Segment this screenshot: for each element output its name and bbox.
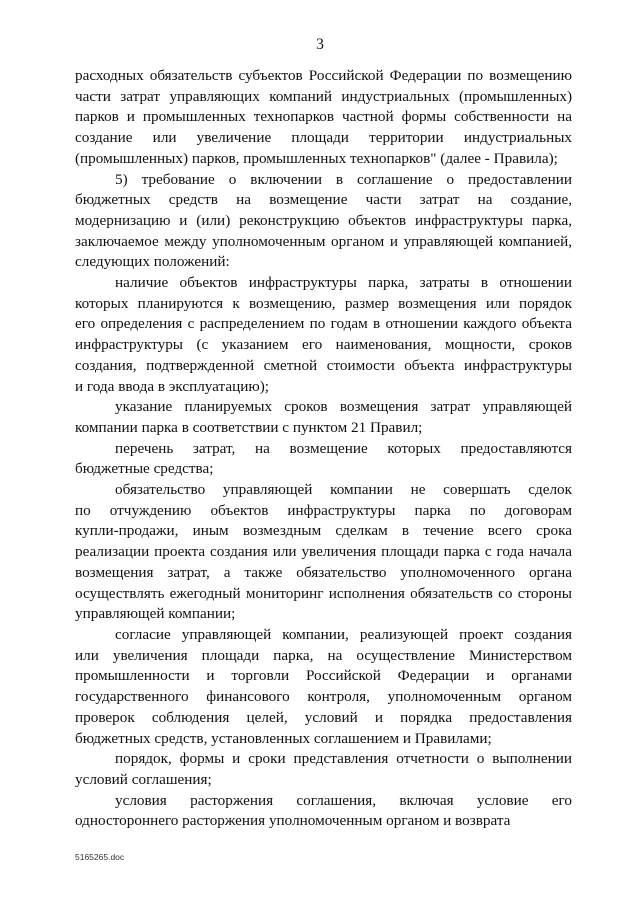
- document-line: следующих положений:: [75, 253, 230, 271]
- document-line: условий соглашения;: [75, 770, 212, 788]
- document-line: создание или увеличение площади территории индустриальных: [75, 129, 572, 147]
- document-line: реализации проекта создания или увеличения площади парка с года начала: [75, 543, 572, 561]
- document-line: парков и промышленных технопарков частной формы собственности на: [75, 108, 572, 126]
- document-line: перечень затрат, на возмещение которых предоставляются: [115, 439, 572, 457]
- document-line: компании парка в соответствии с пунктом 21 Правил;: [75, 418, 423, 436]
- document-line: одностороннего расторжения уполномоченным органом и возврата: [75, 812, 511, 830]
- document-line: наличие объектов инфраструктуры парка, затраты в отношении: [115, 274, 572, 292]
- document-line: части затрат управляющих компаний индустриальных (промышленных): [75, 87, 572, 105]
- document-line: 5) требование о включении в соглашение о предоставлении: [115, 170, 572, 188]
- document-line: проверок соблюдения целей, условий и порядка предоставления: [75, 708, 572, 726]
- document-line: порядок, формы и сроки представления отчетности о выполнении: [115, 750, 572, 768]
- document-line: заключаемое между уполномоченным органом и управляющей компанией,: [75, 232, 572, 250]
- document-line: его определения с распределением по годам в отношении каждого объекта: [75, 315, 572, 333]
- document-line: возмещения затрат, а также обязательство уполномоченного органа: [75, 563, 572, 581]
- document-line: модернизацию и (или) реконструкцию объектов инфраструктуры парка,: [75, 211, 572, 229]
- document-line: осуществлять ежегодный мониторинг исполнения обязательств со стороны: [75, 584, 572, 602]
- document-line: условия расторжения соглашения, включая условие его: [115, 791, 572, 809]
- document-line: или увеличения площади парка, на осуществление Министерством: [75, 646, 572, 664]
- document-line: бюджетные средства;: [75, 460, 214, 478]
- document-line: которых планируются к возмещению, размер возмещения или порядок: [75, 294, 572, 312]
- document-line: обязательство управляющей компании не совершать сделок: [115, 481, 572, 499]
- document-line: промышленности и торговли Российской Федерации и органами: [75, 667, 572, 685]
- document-line: создания, подтвержденной сметной стоимости объекта инфраструктуры: [75, 356, 572, 374]
- page-number: 3: [316, 36, 324, 53]
- document-line: купли-продажи, иным возмездным сделкам в течение всего срока: [75, 522, 572, 540]
- document-line: управляющей компании;: [75, 605, 236, 623]
- document-line: указание планируемых сроков возмещения затрат управляющей: [115, 398, 572, 416]
- document-line: бюджетных средств, установленных соглашением и Правилами;: [75, 729, 492, 747]
- document-line: и года ввода в эксплуатацию);: [75, 377, 269, 395]
- document-body: [75, 66, 572, 832]
- document-line: согласие управляющей компании, реализующей проект создания: [115, 625, 572, 643]
- document-file-code: 5165265.doc: [75, 852, 125, 862]
- document-line: расходных обязательств субъектов Российской Федерации по возмещению: [75, 67, 572, 84]
- document-line: инфраструктуры (с указанием его наименования, мощности, сроков: [75, 336, 572, 354]
- document-line: государственного финансового контроля, уполномоченным органом: [75, 688, 572, 706]
- document-line: бюджетных средств на возмещение части затрат на создание,: [75, 191, 572, 209]
- document-line: (промышленных) парков, промышленных технопарков" (далее - Правила);: [75, 149, 558, 167]
- document-line: по отчуждению объектов инфраструктуры парка по договорам: [75, 501, 572, 519]
